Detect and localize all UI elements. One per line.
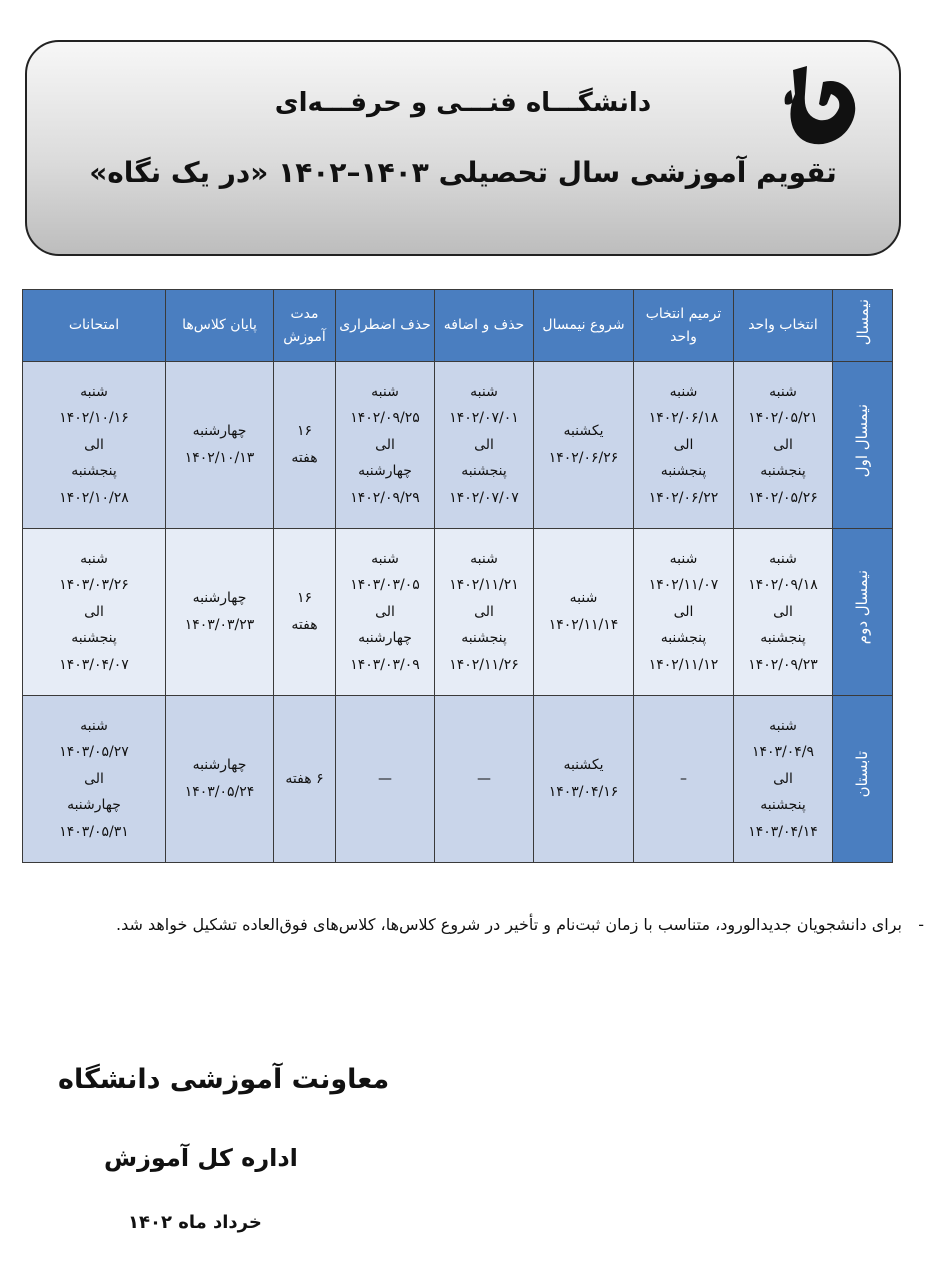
cell-text-line: ۱۴۰۲/۱۱/۱۲: [648, 656, 719, 673]
cell-text-line: الی: [375, 436, 395, 453]
signature-date: خرداد ماه ۱۴۰۲: [128, 1212, 262, 1233]
col-header-duration: مدت آموزش: [274, 290, 336, 362]
cell-duration: [274, 529, 336, 696]
cell-add-drop: [435, 362, 534, 529]
cell-text-line: ۱۴۰۲/۱۱/۲۶: [449, 656, 519, 673]
col-header-unit-selection: انتخاب واحد: [734, 290, 833, 362]
cell-text-line: الی: [84, 770, 104, 787]
cell-text-line: ۱۴۰۲/۱۱/۱۴: [548, 617, 619, 633]
cell-text-line: ۱۴۰۲/۰۵/۲۱: [748, 410, 818, 427]
cell-text-line: ۱۴۰۳/۰۴/۰۷: [59, 656, 129, 673]
cell-semester-start: [534, 529, 634, 696]
cell-text-line: ۱۴۰۲/۱۱/۲۱: [449, 577, 519, 594]
cell-text-line: ۱۴۰۳/۰۴/۱۶: [548, 784, 619, 800]
cell-text-line: الی: [773, 603, 793, 620]
cell-text-line: شنبه: [470, 383, 498, 400]
cell-semester-start: [534, 362, 634, 529]
cell-text-line: ۱۴۰۲/۰۹/۲۵: [350, 410, 420, 427]
note-text: برای دانشجویان جدیدالورود، متناسب با زمان ثبت‌نام و تأخیر در شروع کلاس‌ها، کلاس‌های فوق‌العاده تشکیل خواهد شد.: [115, 915, 902, 934]
cell-text-line: شنبه: [80, 717, 108, 734]
cell-exams: [23, 696, 166, 863]
cell-text-line: شنبه: [371, 383, 399, 400]
cell-text-line: ۱۴۰۲/۰۹/۱۸: [748, 577, 818, 594]
cell-text-line: ۱۴۰۳/۰۵/۳۱: [59, 823, 129, 840]
col-header-add-drop: حذف و اضافه: [435, 290, 534, 362]
cell-text-line: پنجشنبه: [71, 463, 117, 480]
cell-text-line: یکشنبه: [563, 757, 604, 774]
cell-unit-revision: [634, 362, 734, 529]
cell-text-line: ۱۶: [296, 590, 313, 607]
cell-text-line: شنبه: [769, 550, 797, 567]
cell-exams: [23, 529, 166, 696]
cell-text-line: پنجشنبه: [461, 463, 507, 480]
cell-text-line: ۱۴۰۲/۰۶/۲۶: [548, 450, 619, 466]
cell-text-line: چهارشنبه: [358, 463, 412, 480]
cell-text-line: هفته: [291, 617, 318, 633]
note-bullet: -: [918, 915, 924, 934]
cell-text-line: الی: [474, 436, 494, 453]
cell-text-line: ۱۴۰۳/۰۳/۲۳: [184, 617, 255, 633]
semester-label: تابستان: [853, 750, 872, 798]
table-row: [23, 696, 893, 863]
table-row: [23, 529, 893, 696]
cell-text-line: پنجشنبه: [71, 630, 117, 647]
cell-text-line: ۱۴۰۲/۱۰/۱۳: [184, 450, 255, 466]
academic-calendar-table: [22, 289, 893, 863]
cell-text-line: ۱۴۰۳/۰۵/۲۷: [59, 744, 129, 761]
note-paragraph: [52, 905, 924, 945]
semester-label-cell: [833, 362, 893, 529]
cell-text-line: ۱۶: [296, 423, 313, 440]
col-header-classes-end: پایان کلاس‌ها: [166, 290, 274, 362]
signature-department: اداره کل آموزش: [104, 1144, 298, 1172]
cell-text-line: ۱۴۰۲/۰۹/۲۳: [748, 656, 818, 673]
semester-label-cell: [833, 696, 893, 863]
cell-text-line: الی: [84, 436, 104, 453]
cell-text-line: ۱۴۰۳/۰۴/۱۴: [748, 823, 818, 840]
cell-text-line: شنبه: [569, 590, 598, 607]
cell-text-line: ۱۴۰۲/۰۷/۰۱: [449, 410, 519, 427]
semester-label: نیمسال اول: [853, 403, 872, 477]
col-header-emergency-drop: حذف اضطراری: [336, 290, 435, 362]
cell-text-line: ۱۴۰۲/۰۷/۰۷: [449, 489, 519, 506]
cell-exams: [23, 362, 166, 529]
header-box: [25, 40, 901, 256]
cell-emergency-drop: [336, 696, 435, 863]
cell-text-line: پنجشنبه: [760, 463, 806, 480]
cell-text-line: ۱۴۰۲/۰۹/۲۹: [350, 489, 420, 506]
cell-add-drop: [435, 696, 534, 863]
signature-office: معاونت آموزشی دانشگاه: [58, 1064, 390, 1095]
cell-text-line: ۱۴۰۲/۰۶/۱۸: [648, 410, 719, 427]
cell-text-line: ۱۴۰۲/۱۱/۰۷: [648, 577, 719, 594]
cell-text-line: شنبه: [769, 383, 797, 400]
cell-text-line: چهارشنبه: [192, 590, 247, 607]
cell-text-line: چهارشنبه: [192, 423, 247, 440]
cell-text-line: چهارشنبه: [192, 757, 247, 774]
cell-unit-selection: [734, 529, 833, 696]
cell-text-line: چهارشنبه: [67, 797, 121, 814]
semester-label: نیمسال دوم: [853, 570, 872, 645]
cell-text-line: الی: [773, 770, 793, 787]
cell-text-line: شنبه: [669, 550, 698, 567]
cell-emergency-drop: [336, 362, 435, 529]
cell-classes-end: [166, 529, 274, 696]
cell-text-line: پنجشنبه: [660, 463, 707, 480]
table-row: [23, 362, 893, 529]
cell-text-line: چهارشنبه: [358, 630, 412, 647]
cell-text-line: الی: [673, 436, 694, 453]
col-header-semester: نیمسال: [833, 290, 893, 362]
cell-text-line: ۱۴۰۳/۰۴/۹: [751, 744, 815, 761]
cell-unit-selection: [734, 362, 833, 529]
cell-text-line: شنبه: [371, 550, 399, 567]
cell-text-line: —: [477, 770, 491, 787]
cell-unit-revision: [634, 529, 734, 696]
cell-text-line: پنجشنبه: [461, 630, 507, 647]
cell-text-line: هفته: [291, 450, 318, 466]
cell-text-line: پنجشنبه: [760, 630, 806, 647]
col-header-exams: امتحانات: [23, 290, 166, 362]
cell-text-line: الی: [84, 603, 104, 620]
cell-classes-end: [166, 362, 274, 529]
cell-semester-start: [534, 696, 634, 863]
cell-text-line: ۱۴۰۳/۰۳/۰۹: [350, 656, 420, 673]
cell-text-line: الی: [673, 603, 694, 620]
cell-text-line: شنبه: [769, 717, 797, 734]
semester-label-cell: [833, 529, 893, 696]
cell-text-line: شنبه: [80, 383, 108, 400]
cell-text-line: شنبه: [669, 383, 698, 400]
cell-text-line: ۱۴۰۲/۱۰/۱۶: [59, 410, 129, 427]
cell-emergency-drop: [336, 529, 435, 696]
cell-text-line: ۱۴۰۳/۰۳/۲۶: [59, 577, 129, 594]
cell-text-line: ۱۴۰۲/۰۵/۲۶: [748, 489, 818, 506]
cell-unit-selection: [734, 696, 833, 863]
cell-text-line: الی: [375, 603, 395, 620]
col-header-semester-start: شروع نیمسال: [534, 290, 634, 362]
table-header-row: [23, 290, 893, 362]
cell-add-drop: [435, 529, 534, 696]
cell-text-line: پنجشنبه: [760, 797, 806, 814]
cell-classes-end: [166, 696, 274, 863]
university-name: دانشگـــاه فنـــی و حرفـــه‌ای: [274, 88, 652, 118]
cell-text-line: —: [378, 770, 392, 787]
cell-text-line: –: [680, 770, 687, 787]
cell-text-line: الی: [773, 436, 793, 453]
cell-text-line: ۱۴۰۳/۰۳/۰۵: [350, 577, 420, 594]
cell-text-line: پنجشنبه: [660, 630, 707, 647]
cell-text-line: ۱۴۰۳/۰۵/۲۴: [184, 784, 255, 800]
col-header-unit-revision: ترمیم انتخاب واحد: [634, 290, 734, 362]
cell-text-line: ۱۴۰۲/۰۶/۲۲: [648, 489, 719, 506]
cell-text-line: الی: [474, 603, 494, 620]
cell-duration: [274, 362, 336, 529]
cell-text-line: ۶ هفته: [285, 770, 324, 787]
cell-text-line: شنبه: [470, 550, 498, 567]
cell-text-line: یکشنبه: [563, 423, 604, 440]
cell-unit-revision: [634, 696, 734, 863]
cell-duration: [274, 696, 336, 863]
cell-text-line: ۱۴۰۲/۱۰/۲۸: [59, 489, 129, 506]
cell-text-line: شنبه: [80, 550, 108, 567]
calendar-title: تقویم آموزشی سال تحصیلی ۱۴۰۳–۱۴۰۲ «در یک نگاه»: [89, 156, 837, 189]
